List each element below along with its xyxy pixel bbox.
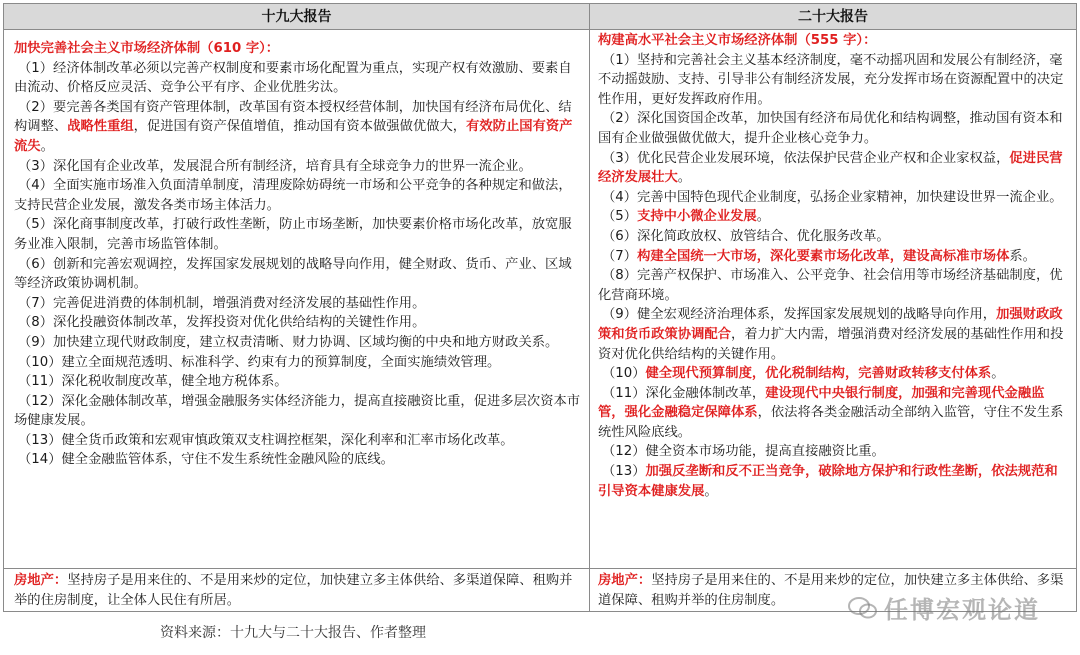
highlighted-text: 有效防止国有资产流失 (14, 119, 573, 154)
item-text: （12）深化金融体制改革，增强金融服务实体经济能力，提高直接融资比重，促进多层次资本市场健康发展。 (14, 393, 581, 429)
list-item (598, 149, 1070, 188)
item-text: （5）深化商事制度改革，打破行政性垄断，防止市场垄断，加快要素价格市场化改革，放宽服务业准入限制，完善市场监管体制。 (14, 217, 572, 252)
highlighted-text: 加强财政政策和货币政策协调配合 (598, 307, 1063, 342)
item-text: （4）全面实施市场准入负面清单制度，清理废除妨碍统一市场和公平竞争的各种规定和做法，支持民营企业发展，激发各类市场主体活力。 (14, 178, 572, 213)
property-label: 房地产： (14, 573, 68, 588)
item-text: （7）完善促进消费的体制机制，增强消费对经济发展的基础性作用。 (18, 295, 426, 311)
item-text: （5） (602, 209, 638, 225)
list-item (598, 305, 1070, 364)
list-item (14, 333, 581, 353)
list-item (598, 247, 1070, 267)
list-item (14, 98, 581, 157)
item-text: （13） (602, 464, 646, 480)
list-item (598, 51, 1070, 110)
item-text: （2）要完善各类国有资产管理体制，改革国有资本授权经营体制，加快国有经济布局优化、结构调整、 (14, 99, 572, 135)
list-item (14, 294, 581, 314)
header-20th-report: 二十大报告 (590, 4, 1076, 30)
item-text: （1）经济体制改革必须以完善产权制度和要素市场化配置为重点，实现产权有效激励、要素自由流动、价格反应灵活、竞争公平有序、企业优胜劣汰。 (14, 60, 572, 96)
highlighted-text: 加强反垄断和反不正当竞争，破除地方保护和行政性垄断，依法规范和引导资本健康发展 (598, 464, 1058, 499)
item-text: 。 (40, 138, 54, 154)
watermark-text: 任博宏观论道 (884, 596, 1040, 624)
item-text: （7） (602, 248, 638, 264)
item-text: ，着力扩大内需，增强消费对经济发展的基础性作用和投资对优化供给结构的关键作用。 (598, 326, 1064, 362)
list-item (14, 431, 581, 451)
item-text: （10） (602, 366, 646, 382)
item-text: （10）建立全面规范透明、标准科学、约束有力的预算制度，全面实施绩效管理。 (18, 354, 501, 370)
list-item (598, 266, 1070, 305)
list-item (598, 462, 1070, 501)
list-item (598, 188, 1070, 208)
list-item (14, 372, 581, 392)
item-text: 。 (677, 170, 692, 186)
property-text-19th: 坚持房子是用来住的、不是用来炒的定位，加快建立多主体供给、多渠道保障、租购并举的住房制度，让全体人民住有所居。 (14, 573, 573, 608)
list-item (598, 442, 1070, 462)
list-item (598, 227, 1070, 247)
list-item (14, 392, 581, 431)
item-text: （9）加快建立现代财政制度，建立权责清晰、财力协调、区域均衡的中央和地方财政关系。 (18, 334, 559, 350)
item-text: （3）深化国有企业改革，发展混合所有制经济，培育具有全球竞争力的世界一流企业。 (18, 158, 532, 174)
property-text-20th: 坚持房子是用来住的、不是用来炒的定位，加快建立多主体供给、多渠道保障、租购并举的住房制度。 (598, 573, 1064, 608)
list-item (598, 109, 1070, 148)
property-label: 房地产： (598, 573, 652, 588)
comparison-table (3, 3, 1077, 612)
item-text: 系。 (1009, 248, 1036, 264)
watermark (848, 590, 1040, 625)
highlighted-text: 促进民营经济发展壮大 (598, 150, 1063, 186)
item-list-20th (598, 51, 1070, 502)
item-text: 。 (756, 209, 771, 225)
highlighted-text: 战略性重组 (67, 119, 134, 135)
item-text: ，依法将各类金融活动全部纳入监管，守住不发生系统性风险底线。 (598, 405, 1064, 440)
list-item (14, 255, 581, 294)
item-list-19th (14, 59, 581, 470)
list-item (14, 59, 581, 98)
column-20th-report (590, 30, 1076, 568)
column-19th-report (4, 30, 590, 568)
list-item (14, 313, 581, 333)
item-text: （6）深化简政放权、放管结合、优化服务改革。 (602, 228, 890, 244)
item-text: （2）深化国资国企改革，加快国有经济布局优化和结构调整，推动国有资本和国有企业做强做优做大，提升企业核心竞争力。 (598, 111, 1063, 146)
highlighted-text: 健全现代预算制度，优化税制结构，完善财政转移支付体系 (645, 366, 992, 382)
item-text: （11）深化金融体制改革， (602, 385, 766, 401)
item-text: （1）坚持和完善社会主义基本经济制度，毫不动摇巩固和发展公有制经济，毫不动摇鼓励、支持、引导非公有制经济发展，充分发挥市场在资源配置中的决定性作用，更好发挥政府作用。 (598, 52, 1064, 107)
item-text: （6）创新和完善宏观调控，发挥国家发展规划的战略导向作用，健全财政、货币、产业、区域等经济政策协调机制。 (14, 256, 572, 292)
list-item (598, 207, 1070, 227)
item-text: （9）健全宏观经济治理体系，发挥国家发展规划的战略导向作用， (602, 307, 997, 323)
list-item (14, 176, 581, 215)
item-text: （8）深化投融资体制改革，发挥投资对优化供给结构的关键性作用。 (18, 315, 426, 331)
item-text: ，促进国有资产保值增值，推动国有资本做强做优做大， (133, 119, 467, 135)
item-text: （11）深化税收制度改革，健全地方税体系。 (18, 374, 288, 390)
list-item (14, 353, 581, 373)
item-text: （4）完善中国特色现代企业制度，弘扬企业家精神，加快建设世界一流企业。 (602, 189, 1063, 205)
property-row-19th (4, 568, 590, 611)
highlighted-text: 构建全国统一大市场，深化要素市场化改革，建设高标准市场体 (637, 248, 1010, 264)
item-text: （12）健全资本市场功能，提高直接融资比重。 (602, 444, 885, 460)
highlighted-text: 建设现代中央银行制度，加强和完善现代金融监管，强化金融稳定保障体系 (598, 385, 1045, 421)
list-item (14, 157, 581, 177)
list-item (14, 215, 581, 254)
item-text: （14）健全金融监管体系，守住不发生系统性金融风险的底线。 (18, 452, 394, 468)
section-title-20th: 构建高水平社会主义市场经济体制（555 字）： (598, 33, 877, 48)
item-text: （8）完善产权保护、市场准入、公平竞争、社会信用等市场经济基础制度，优化营商环境。 (598, 268, 1063, 303)
item-text: （3）优化民营企业发展环境，依法保护民营企业产权和企业家权益， (602, 150, 1010, 166)
header-19th-report: 十九大报告 (4, 4, 590, 30)
list-item (598, 364, 1070, 384)
item-text: 。 (704, 483, 718, 499)
highlighted-text: 支持中小微企业发展 (637, 209, 757, 225)
item-text: 。 (991, 366, 1005, 382)
section-title-19th: 加快完善社会主义市场经济体制（610 字）： (14, 41, 280, 56)
source-note: 资料来源：十九大与二十大报告、作者整理 (160, 625, 426, 641)
item-text: （13）健全货币政策和宏观审慎政策双支柱调控框架，深化利率和汇率市场化改革。 (18, 432, 514, 448)
wechat-icon (848, 596, 878, 620)
list-item (598, 384, 1070, 443)
list-item (14, 450, 581, 470)
